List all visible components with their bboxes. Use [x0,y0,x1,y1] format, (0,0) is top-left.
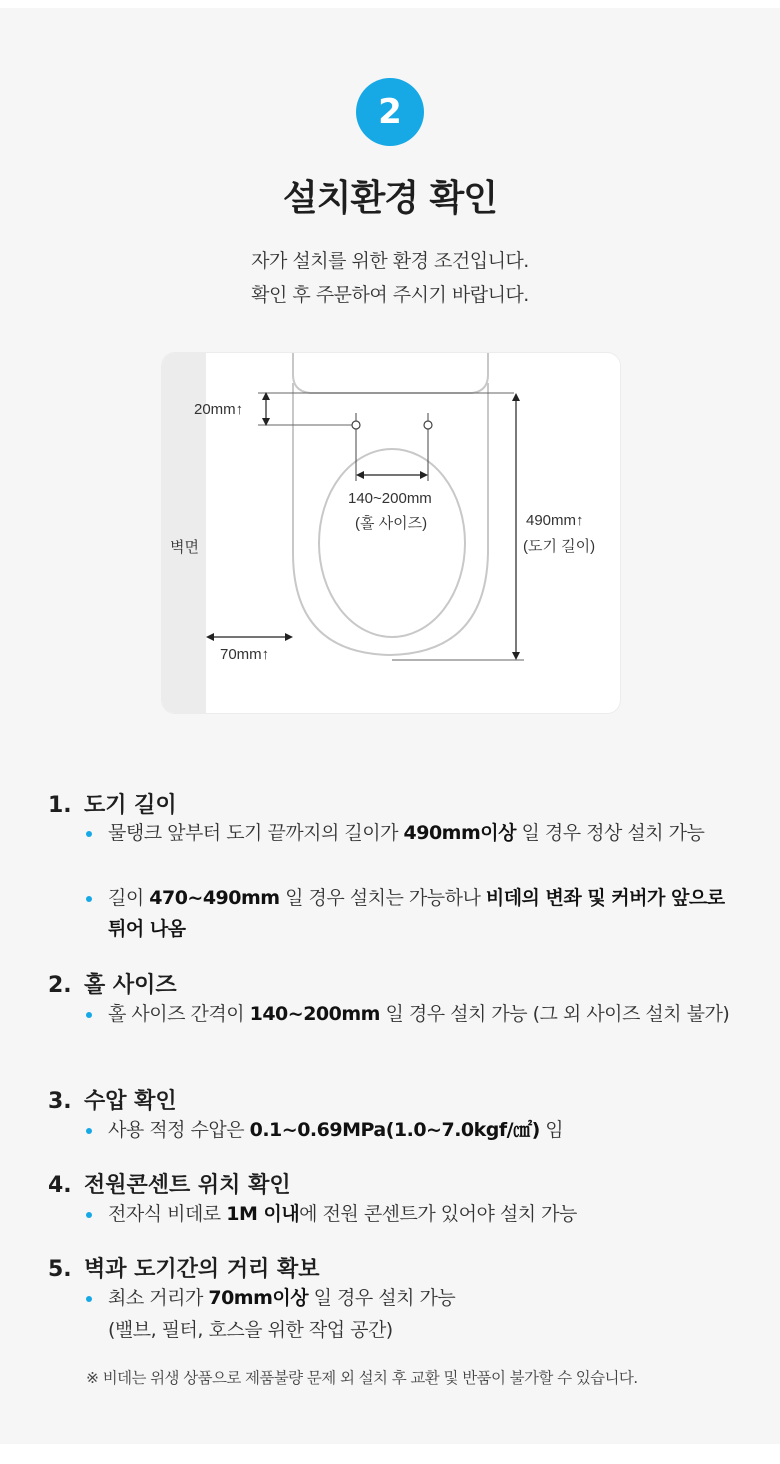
bullet-text: 일 경우 설치 가능 [308,1287,456,1309]
bullet-bold-text: 470~490mm [149,887,280,909]
right-hole [424,421,432,429]
section-number: 1. [48,793,72,818]
top-gap-label: 20mm↑ [194,401,244,418]
section-number: 2. [48,973,72,998]
section-3-bullet-1 [108,1115,738,1146]
section-1-bullet-2 [108,883,738,945]
bullet-bold-text: 1M 이내 [226,1203,300,1225]
bullet-bold-text: 70mm이상 [208,1287,309,1309]
section-5-title [48,1252,320,1283]
bullet-bold-text: 0.1~0.69MPa(1.0~7.0kgf/㎠) [249,1119,540,1141]
bullet-text: 길이 [108,887,150,909]
section-title-text: 도기 길이 [84,793,177,818]
section-5-extra-line: (밸브, 필터, 호스을 위한 작업 공간) [108,1319,393,1341]
subtitle-line-2: 확인 후 주문하여 주시기 바랍니다. [251,284,529,306]
bowl-length-label: 490mm↑ [526,512,584,529]
disclaimer-note: ※ 비데는 위생 상품으로 제품불량 문제 외 설치 후 교환 및 반품이 불가할 수 있습니다. [86,1369,638,1387]
bullet-text: 일 경우 설치는 가능하나 [279,887,486,909]
bullet-text: 홀 사이즈 간격이 [108,1003,250,1025]
section-2-title [48,968,177,999]
step-number-badge: 2 [356,78,424,146]
section-2-bullet-1 [108,999,738,1030]
bullet-text: 일 경우 정상 설치 가능 [515,822,705,844]
hole-size-caption: (홀 사이즈) [355,515,428,532]
section-title-text: 수압 확인 [84,1089,177,1114]
section-number: 4. [48,1173,72,1198]
section-4-bullet-1 [108,1199,738,1230]
section-title-text: 벽과 도기간의 거리 확보 [84,1257,320,1282]
wall-gap-label: 70mm↑ [220,646,270,663]
bowl-length-caption: (도기 길이) [523,538,596,555]
section-number: 5. [48,1257,72,1282]
bullet-text: 사용 적정 수압은 [108,1119,250,1141]
bullet-bold-text: 140~200mm [249,1003,380,1025]
section-5-bullet-1 [108,1283,738,1314]
bullet-text: 최소 거리가 [108,1287,209,1309]
bullet-text: 물탱크 앞부터 도기 끝까지의 길이가 [108,822,404,844]
bullet-text: 임 [539,1119,564,1141]
section-number: 3. [48,1089,72,1114]
installation-diagram [161,352,621,714]
section-title-text: 전원콘센트 위치 확인 [84,1173,291,1198]
bullet-text: 일 경우 설치 가능 (그 외 사이즈 설치 불가) [379,1003,730,1025]
section-1-title [48,788,177,819]
bullet-bold-text: 비데의 변좌 및 커버가 앞으로 튀어 나옴 [108,887,725,940]
page-title: 설치환경 확인 [282,178,498,219]
bullet-bold-text: 490mm이상 [403,822,516,844]
section-title-text: 홀 사이즈 [84,973,177,998]
section-1-bullet-1 [108,818,738,849]
left-hole [352,421,360,429]
bullet-text: 전자식 비데로 [108,1203,227,1225]
wall-label: 벽면 [170,539,199,556]
subtitle-line-1: 자가 설치를 위한 환경 조건입니다. [251,250,529,272]
section-4-title [48,1168,291,1199]
hole-size-label: 140~200mm [348,490,432,507]
bullet-text: 에 전원 콘센트가 있어야 설치 가능 [299,1203,577,1225]
section-3-title [48,1084,177,1115]
